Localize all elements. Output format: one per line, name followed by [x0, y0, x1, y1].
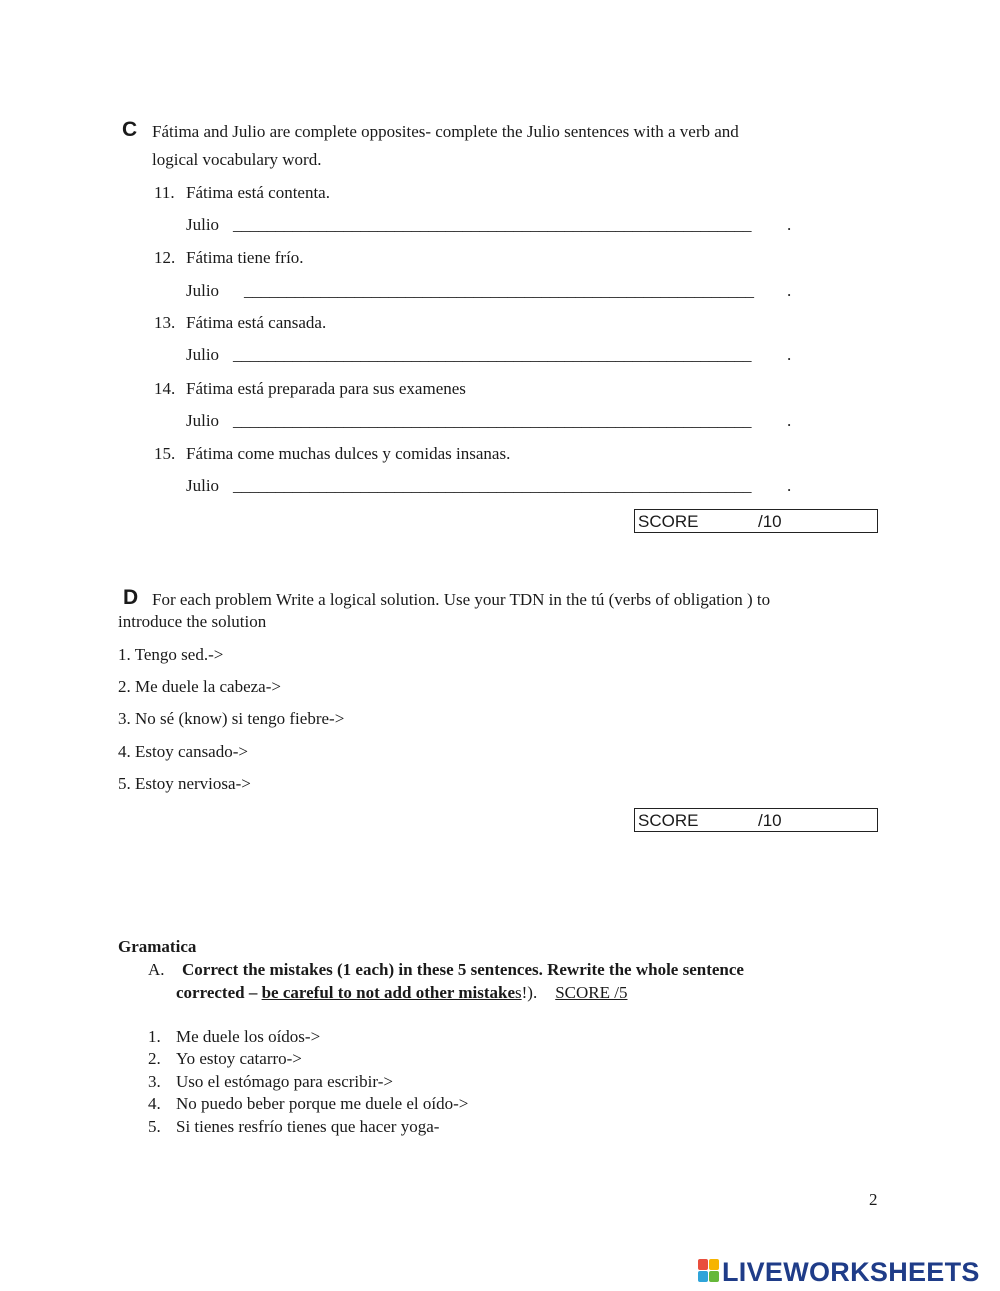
item-prompt: Fátima está cansada. — [186, 313, 327, 332]
answer-blank[interactable]: _____________________________________________________________ — [233, 215, 752, 234]
gramatica-item-text: No puedo beber porque me duele el oído-> — [176, 1094, 469, 1113]
sentence-end: . — [787, 411, 792, 430]
instruction-end: !). — [521, 983, 538, 1002]
section-d-instructions-line1: For each problem Write a logical solution. Use your TDN in the tú (verbs of obligation ) to — [152, 590, 771, 609]
item-prompt: Fátima está contenta. — [186, 183, 330, 202]
section-c-instructions-line2: logical vocabulary word. — [152, 150, 322, 169]
answer-label: Julio — [186, 411, 220, 430]
answer-blank[interactable]: ____________________________________________________________ — [244, 281, 754, 300]
section-c-score-box[interactable] — [634, 509, 878, 533]
answer-blank[interactable]: _____________________________________________________________ — [233, 345, 752, 364]
gramatica-item-text: Si tienes resfrío tienes que hacer yoga- — [176, 1117, 440, 1136]
instruction-underlined-s: s — [515, 983, 522, 1002]
section-c-instructions-line1: Fátima and Julio are complete opposites- complete the Julio sentences with a verb and — [152, 122, 739, 141]
instruction-underlined-text: be careful to not add other mistake — [261, 983, 516, 1002]
section-d-item: 3. No sé (know) si tengo fiebre-> — [118, 709, 345, 728]
score-label: SCORE — [638, 512, 699, 531]
gramatica-heading: Gramatica — [118, 937, 197, 956]
liveworksheets-text: LIVEWORKSHEETS — [722, 1257, 980, 1287]
instruction-text: corrected – — [176, 983, 262, 1002]
gramatica-item-number: 1. — [148, 1027, 161, 1046]
gramatica-instruction-line1: Correct the mistakes (1 each) in these 5 sentences. Rewrite the whole sentence — [182, 960, 744, 979]
score-label: SCORE — [638, 811, 699, 830]
item-number: 12. — [154, 248, 176, 267]
gramatica-item-text: Yo estoy catarro-> — [176, 1049, 302, 1068]
sentence-end: . — [787, 476, 792, 495]
gramatica-item-number: 2. — [148, 1049, 161, 1068]
answer-blank[interactable]: _____________________________________________________________ — [233, 411, 752, 430]
item-prompt: Fátima tiene frío. — [186, 248, 304, 267]
answer-label: Julio — [186, 476, 220, 495]
answer-label: Julio — [186, 281, 220, 300]
sentence-end: . — [787, 281, 792, 300]
gramatica-item-text: Me duele los oídos-> — [176, 1027, 321, 1046]
section-d-item: 4. Estoy cansado-> — [118, 742, 248, 761]
section-d-item: 2. Me duele la cabeza-> — [118, 677, 281, 696]
sentence-end: . — [787, 345, 792, 364]
score-value: /10 — [758, 512, 782, 531]
item-number: 14. — [154, 379, 176, 398]
section-d-item: 1. Tengo sed.-> — [118, 645, 224, 664]
gramatica-item-number: 3. — [148, 1072, 161, 1091]
gramatica-item-text: Uso el estómago para escribir-> — [176, 1072, 393, 1091]
section-d-letter: D — [123, 586, 139, 609]
liveworksheets-mark-icon — [698, 1259, 720, 1283]
section-d-item: 5. Estoy nerviosa-> — [118, 774, 251, 793]
answer-label: Julio — [186, 345, 220, 364]
score-value: /10 — [758, 811, 782, 830]
section-d-score-box[interactable] — [634, 808, 878, 832]
item-number: 11. — [154, 183, 175, 202]
item-prompt: Fátima come muchas dulces y comidas insanas. — [186, 444, 511, 463]
page-number: 2 — [869, 1190, 878, 1209]
gramatica-instruction-line2 — [176, 983, 628, 1003]
gramatica-item-number: 4. — [148, 1094, 161, 1113]
gramatica-score: SCORE /5 — [555, 983, 628, 1002]
item-number: 15. — [154, 444, 176, 463]
section-d-instructions-line2: introduce the solution — [118, 612, 267, 631]
item-number: 13. — [154, 313, 176, 332]
sentence-end: . — [787, 215, 792, 234]
answer-blank[interactable]: _____________________________________________________________ — [233, 476, 752, 495]
section-c-letter: C — [122, 118, 138, 141]
gramatica-part-letter: A. — [148, 960, 165, 979]
answer-label: Julio — [186, 215, 220, 234]
item-prompt: Fátima está preparada para sus examenes — [186, 379, 466, 398]
gramatica-item-number: 5. — [148, 1117, 161, 1136]
